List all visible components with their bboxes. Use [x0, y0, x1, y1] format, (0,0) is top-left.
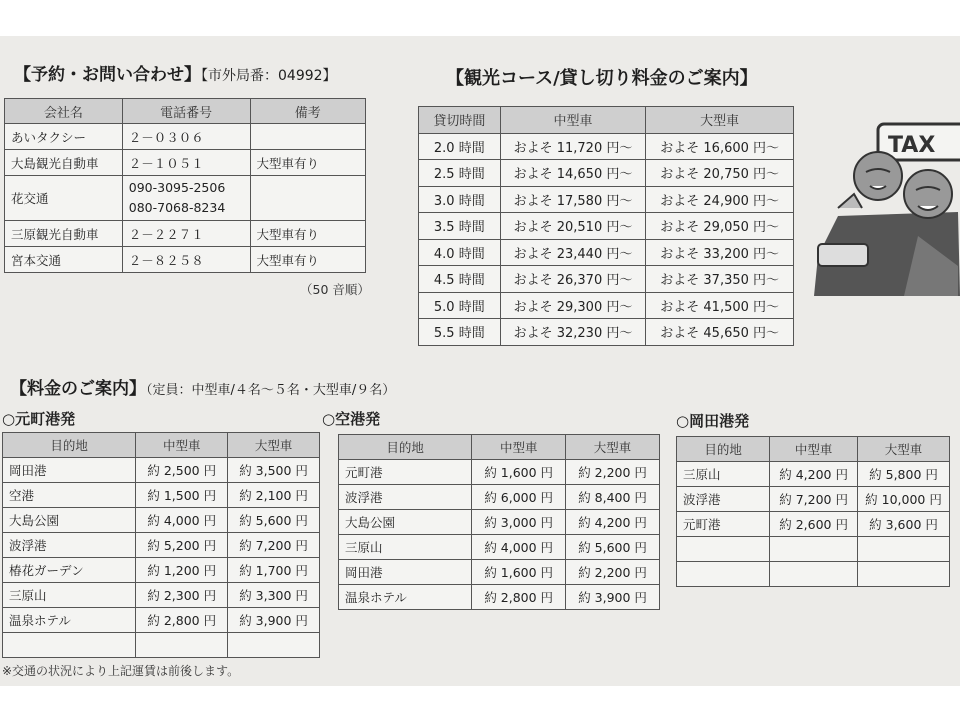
table-row	[339, 585, 660, 610]
taxi-sign-text: TAX	[888, 133, 936, 158]
table-row	[5, 247, 366, 273]
header-large: 大型車	[646, 107, 794, 134]
large-fare: 約 10,000 円	[858, 487, 950, 512]
company-name: 大島観光自動車	[5, 150, 123, 176]
taxi-illustration	[808, 116, 960, 306]
large-price: およそ 37,350 円～	[646, 266, 794, 293]
airport-title: ○空港発	[322, 410, 381, 428]
motomachi-table	[2, 432, 320, 658]
table-row	[419, 133, 794, 160]
mid-fare: 約 2,800 円	[472, 585, 566, 610]
large-fare: 約 3,900 円	[228, 608, 320, 633]
table-row	[3, 608, 320, 633]
mid-fare: 約 1,500 円	[136, 483, 228, 508]
table-row	[419, 213, 794, 240]
table-row	[339, 535, 660, 560]
hours: 5.5 時間	[419, 319, 501, 346]
destination: 波浮港	[339, 485, 472, 510]
header-destination: 目的地	[339, 435, 472, 460]
passenger-icon	[854, 152, 902, 200]
header-large: 大型車	[858, 437, 950, 462]
footnote: ※交通の状況により上記運賃は前後します。	[2, 664, 240, 678]
large-price: およそ 33,200 円～	[646, 239, 794, 266]
airport-table	[338, 434, 660, 610]
mid-price: およそ 23,440 円～	[500, 239, 646, 266]
large-fare: 約 3,600 円	[858, 512, 950, 537]
destination: 波浮港	[3, 533, 136, 558]
mid-fare: 約 1,200 円	[136, 558, 228, 583]
table-row	[3, 508, 320, 533]
table-row	[677, 512, 950, 537]
destination: 空港	[3, 483, 136, 508]
destination: 大島公園	[3, 508, 136, 533]
table-row	[5, 221, 366, 247]
large-price: およそ 16,600 円～	[646, 133, 794, 160]
table-row	[339, 560, 660, 585]
phone-number: 090-3095-2506	[128, 180, 226, 195]
mid-price: およそ 32,230 円～	[500, 319, 646, 346]
large-price: およそ 24,900 円～	[646, 186, 794, 213]
large-price: およそ 20,750 円～	[646, 160, 794, 187]
header-mid: 中型車	[472, 435, 566, 460]
motomachi-title: ○元町港発	[2, 410, 76, 428]
okada-title: ○岡田港発	[676, 412, 750, 430]
okada-table	[676, 436, 950, 587]
large-fare: 約 3,900 円	[566, 585, 660, 610]
table-row	[677, 487, 950, 512]
header-mid: 中型車	[136, 433, 228, 458]
table-row	[419, 319, 794, 346]
tour-title: 【観光コース/貸し切り料金のご案内】	[446, 68, 758, 89]
header-company: 会社名	[5, 99, 123, 124]
phone-number: ２－１０５１	[122, 150, 250, 176]
mid-fare: 約 2,300 円	[136, 583, 228, 608]
company-name: 三原観光自動車	[5, 221, 123, 247]
hours: 2.5 時間	[419, 160, 501, 187]
destination: 岡田港	[339, 560, 472, 585]
mid-fare: 約 4,000 円	[136, 508, 228, 533]
table-row	[5, 176, 366, 221]
company-name: 花交通	[5, 176, 123, 221]
capacity-note: （定員：中型車/４名～５名・大型車/９名）	[146, 383, 396, 398]
destination: 波浮港	[677, 487, 770, 512]
destination: 三原山	[3, 583, 136, 608]
table-row	[419, 239, 794, 266]
company-note: 大型車有り	[250, 221, 365, 247]
header-phone: 電話番号	[122, 99, 250, 124]
company-name: 宮本交通	[5, 247, 123, 273]
table-row	[5, 124, 366, 150]
hours: 3.0 時間	[419, 186, 501, 213]
area-code: 【市外局番：04992】	[201, 68, 337, 84]
table-row	[419, 266, 794, 293]
hours: 5.0 時間	[419, 292, 501, 319]
large-fare: 約 5,600 円	[566, 535, 660, 560]
large-fare: 約 3,500 円	[228, 458, 320, 483]
company-note	[250, 124, 365, 150]
table-row-empty	[677, 562, 950, 587]
large-fare: 約 5,800 円	[858, 462, 950, 487]
contact-title: 【予約・お問い合わせ】【市外局番：04992】	[14, 65, 337, 85]
table-row	[419, 160, 794, 187]
table-row-empty	[3, 633, 320, 658]
destination: 三原山	[677, 462, 770, 487]
large-fare: 約 2,100 円	[228, 483, 320, 508]
mid-price: およそ 11,720 円～	[500, 133, 646, 160]
company-note: 大型車有り	[250, 247, 365, 273]
large-price: およそ 45,650 円～	[646, 319, 794, 346]
mid-fare: 約 5,200 円	[136, 533, 228, 558]
company-note: 大型車有り	[250, 150, 365, 176]
table-row	[339, 460, 660, 485]
hours: 4.5 時間	[419, 266, 501, 293]
hours: 2.0 時間	[419, 133, 501, 160]
table-row	[339, 485, 660, 510]
mid-fare: 約 2,800 円	[136, 608, 228, 633]
tour-table	[418, 106, 794, 346]
table-row-empty	[677, 537, 950, 562]
mid-fare: 約 3,000 円	[472, 510, 566, 535]
hours: 3.5 時間	[419, 213, 501, 240]
destination: 温泉ホテル	[3, 608, 136, 633]
order-note: （50 音順）	[300, 282, 370, 297]
table-row	[3, 583, 320, 608]
mid-fare: 約 7,200 円	[770, 487, 858, 512]
destination: 大島公園	[339, 510, 472, 535]
destination: 三原山	[339, 535, 472, 560]
fares-title: 【料金のご案内】（定員：中型車/４名～５名・大型車/９名）	[10, 379, 396, 399]
header-large: 大型車	[228, 433, 320, 458]
mid-price: およそ 20,510 円～	[500, 213, 646, 240]
header-large: 大型車	[566, 435, 660, 460]
table-row	[3, 458, 320, 483]
mid-fare: 約 4,000 円	[472, 535, 566, 560]
company-note	[250, 176, 365, 221]
destination: 温泉ホテル	[339, 585, 472, 610]
hours: 4.0 時間	[419, 239, 501, 266]
mid-fare: 約 6,000 円	[472, 485, 566, 510]
mid-fare: 約 2,500 円	[136, 458, 228, 483]
table-row	[5, 150, 366, 176]
destination: 元町港	[677, 512, 770, 537]
table-row	[419, 186, 794, 213]
header-destination: 目的地	[3, 433, 136, 458]
contact-table	[4, 98, 366, 273]
table-row	[677, 462, 950, 487]
large-fare: 約 2,200 円	[566, 460, 660, 485]
table-row	[339, 510, 660, 535]
phone-number: ２－２２７１	[122, 221, 250, 247]
large-fare: 約 7,200 円	[228, 533, 320, 558]
table-row	[3, 483, 320, 508]
price-sheet	[0, 36, 960, 686]
phone-numbers	[122, 176, 250, 221]
header-note: 備考	[250, 99, 365, 124]
destination: 椿花ガーデン	[3, 558, 136, 583]
table-row	[419, 292, 794, 319]
mid-fare: 約 1,600 円	[472, 460, 566, 485]
header-destination: 目的地	[677, 437, 770, 462]
large-fare: 約 2,200 円	[566, 560, 660, 585]
mid-fare: 約 1,600 円	[472, 560, 566, 585]
large-price: およそ 41,500 円～	[646, 292, 794, 319]
mid-price: およそ 26,370 円～	[500, 266, 646, 293]
mid-fare: 約 2,600 円	[770, 512, 858, 537]
table-row	[3, 533, 320, 558]
mid-price: およそ 14,650 円～	[500, 160, 646, 187]
phone-number-2: 080-7068-8234	[128, 200, 226, 215]
large-fare: 約 8,400 円	[566, 485, 660, 510]
large-fare: 約 1,700 円	[228, 558, 320, 583]
company-name: あいタクシー	[5, 124, 123, 150]
phone-number: ２－０３０６	[122, 124, 250, 150]
large-fare: 約 4,200 円	[566, 510, 660, 535]
mid-price: およそ 29,300 円～	[500, 292, 646, 319]
mid-price: およそ 17,580 円～	[500, 186, 646, 213]
large-fare: 約 3,300 円	[228, 583, 320, 608]
phone-number: ２－８２５８	[122, 247, 250, 273]
large-fare: 約 5,600 円	[228, 508, 320, 533]
header-mid: 中型車	[770, 437, 858, 462]
mid-fare: 約 4,200 円	[770, 462, 858, 487]
destination: 岡田港	[3, 458, 136, 483]
header-mid: 中型車	[500, 107, 646, 134]
large-price: およそ 29,050 円～	[646, 213, 794, 240]
destination: 元町港	[339, 460, 472, 485]
table-row	[3, 558, 320, 583]
header-hours: 貸切時間	[419, 107, 501, 134]
